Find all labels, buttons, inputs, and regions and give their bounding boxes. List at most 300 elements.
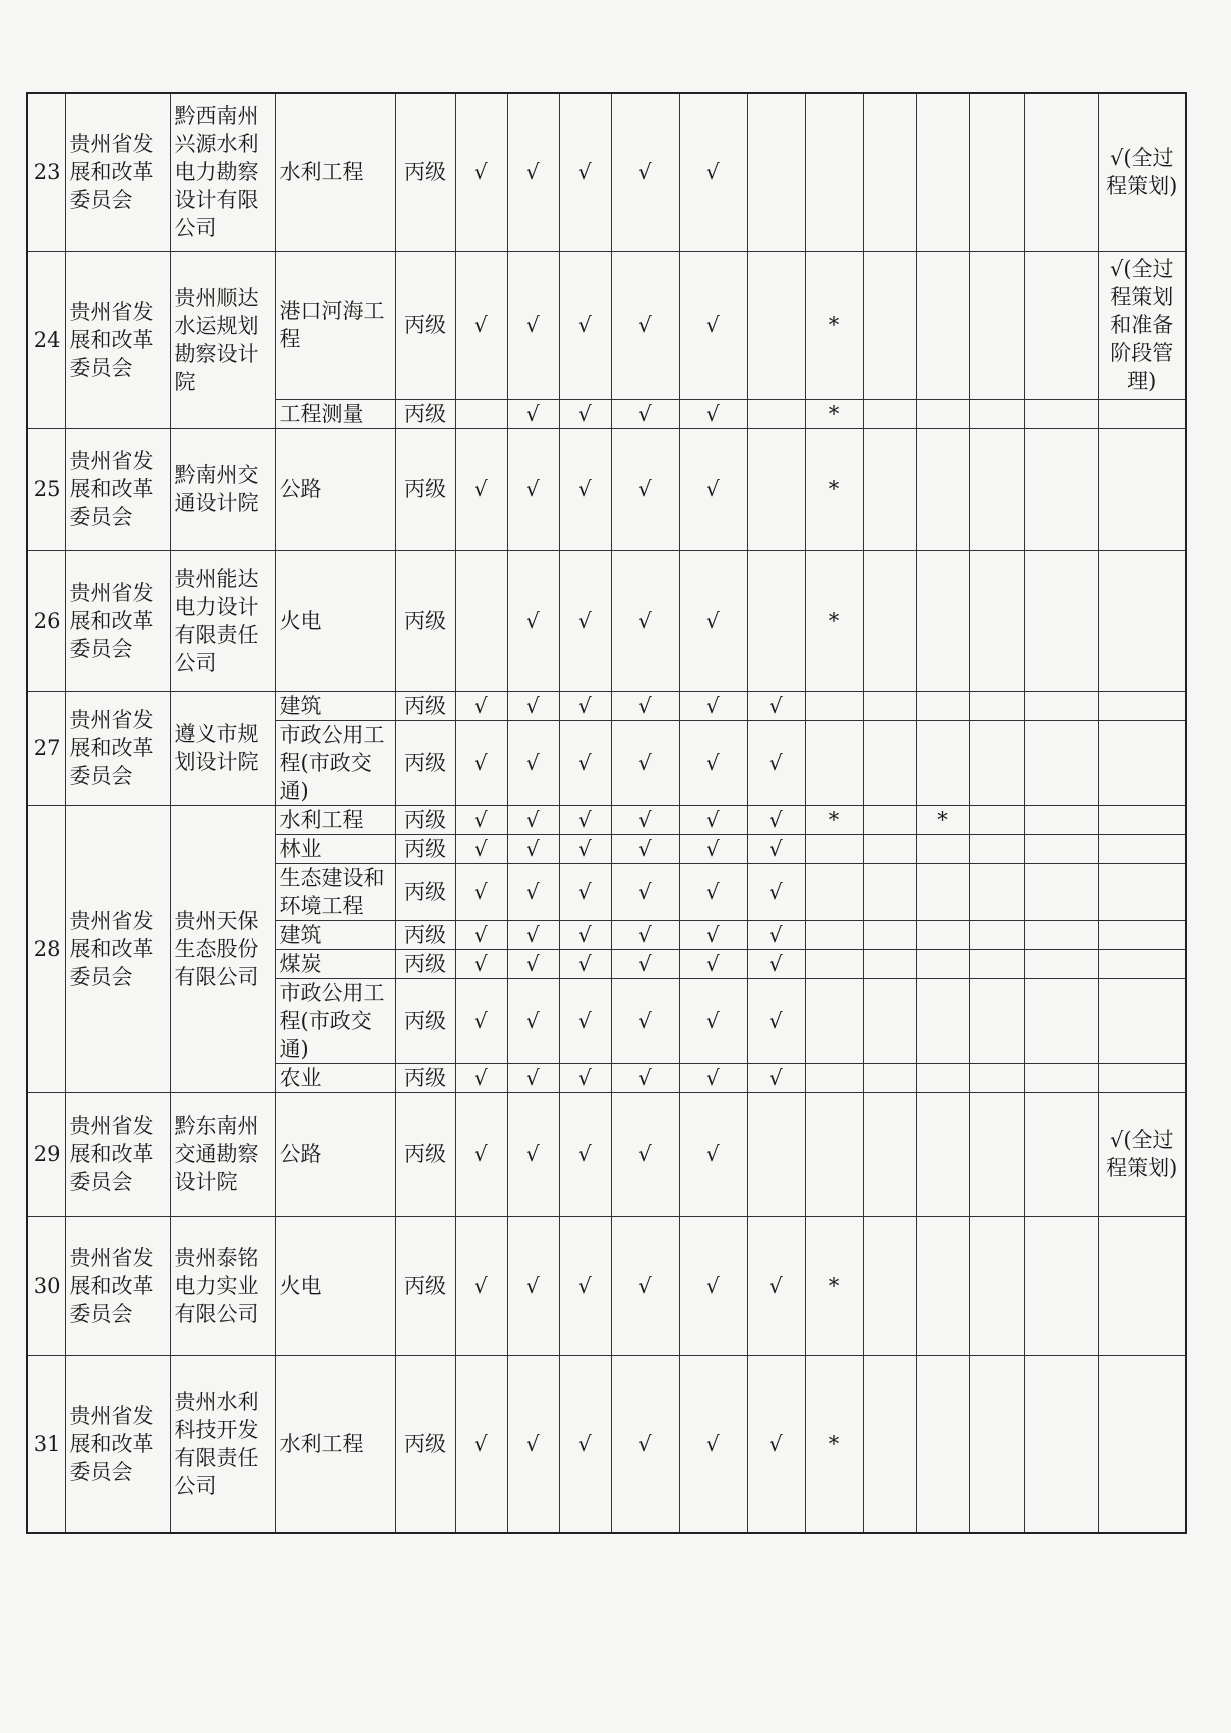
specialty: 公路	[275, 428, 395, 550]
specialty: 煤炭	[275, 949, 395, 978]
service-mark: √	[611, 550, 679, 691]
service-mark	[805, 720, 863, 805]
service-mark	[747, 399, 805, 428]
service-mark	[863, 805, 916, 834]
service-mark: √	[455, 251, 507, 399]
service-mark: √	[611, 805, 679, 834]
service-mark: √	[507, 691, 559, 720]
service-mark: √	[507, 93, 559, 251]
specialty: 公路	[275, 1092, 395, 1216]
service-mark	[916, 863, 969, 920]
specialty: 水利工程	[275, 93, 395, 251]
authority-line: 委员会	[69, 964, 133, 989]
remark-line: 程策划)	[1106, 1156, 1178, 1180]
service-mark: √	[455, 920, 507, 949]
service-mark	[747, 251, 805, 399]
approving-authority	[65, 1092, 170, 1216]
remark-cell	[1098, 834, 1186, 863]
table-row	[27, 251, 1186, 399]
remark-cell	[1098, 805, 1186, 834]
service-mark: √	[455, 834, 507, 863]
service-mark	[969, 428, 1024, 550]
service-mark	[1024, 1355, 1098, 1533]
service-mark	[969, 805, 1024, 834]
remark-cell	[1098, 1063, 1186, 1092]
service-mark: *	[805, 1355, 863, 1533]
service-mark: √	[455, 1063, 507, 1092]
table-row	[27, 1092, 1186, 1216]
row-number: 28	[27, 805, 65, 1092]
service-mark: √	[611, 93, 679, 251]
service-mark: √	[455, 720, 507, 805]
remark-line: √(全过	[1109, 257, 1174, 281]
remark-cell	[1098, 978, 1186, 1063]
service-mark	[969, 93, 1024, 251]
service-mark: √	[559, 428, 611, 550]
service-mark	[455, 550, 507, 691]
row-number: 27	[27, 691, 65, 805]
unit-name-line: 有限公司	[174, 964, 259, 989]
unit-name-line: 通设计院	[174, 491, 259, 515]
service-mark	[1024, 949, 1098, 978]
row-number: 23	[27, 93, 65, 251]
qualification-table	[26, 92, 1187, 1534]
service-mark	[916, 251, 969, 399]
service-mark: √	[455, 1216, 507, 1355]
service-mark	[805, 93, 863, 251]
service-mark: √	[455, 93, 507, 251]
unit-name-line: 贵州顺达	[174, 285, 259, 310]
remark-cell	[1098, 428, 1186, 550]
remark-line: 程策划	[1110, 285, 1174, 309]
authority-line: 委员会	[69, 1301, 133, 1326]
authority-line: 贵州省发	[69, 1114, 154, 1138]
service-mark: √	[747, 1216, 805, 1355]
service-mark	[455, 399, 507, 428]
service-mark	[1024, 1063, 1098, 1092]
service-mark: √	[559, 1092, 611, 1216]
authority-line: 贵州省发	[69, 908, 154, 933]
service-mark	[863, 949, 916, 978]
authority-line: 委员会	[69, 505, 133, 529]
service-mark: √	[611, 399, 679, 428]
service-mark	[969, 720, 1024, 805]
service-mark	[805, 1092, 863, 1216]
unit-name-line: 勘察设计	[174, 341, 259, 366]
service-mark: √	[507, 428, 559, 550]
unit-name-line: 贵州能达	[174, 566, 259, 591]
service-mark: √	[747, 949, 805, 978]
service-mark	[969, 863, 1024, 920]
approving-authority	[65, 251, 170, 428]
approving-authority	[65, 691, 170, 805]
unit-name	[170, 1092, 275, 1216]
service-mark: √	[559, 863, 611, 920]
service-mark	[969, 691, 1024, 720]
remark-line: √(全过	[1109, 146, 1174, 171]
service-mark: √	[507, 550, 559, 691]
remark-line: 程策划)	[1106, 174, 1178, 199]
service-mark	[1024, 863, 1098, 920]
authority-line: 贵州省发	[69, 449, 154, 473]
authority-line: 贵州省发	[69, 1245, 154, 1270]
service-mark: *	[805, 805, 863, 834]
unit-name-line: 黔西南州	[174, 104, 259, 129]
service-mark	[1024, 805, 1098, 834]
remark-cell	[1098, 1216, 1186, 1355]
unit-name-line: 有限责任	[174, 1445, 259, 1470]
qualification-grade: 丙级	[395, 251, 455, 399]
specialty: 港口河海工程	[275, 251, 395, 399]
service-mark: √	[455, 1092, 507, 1216]
service-mark: √	[507, 720, 559, 805]
table-row	[27, 1216, 1186, 1355]
service-mark: √	[611, 863, 679, 920]
qualification-grade: 丙级	[395, 720, 455, 805]
specialty: 林业	[275, 834, 395, 863]
service-mark	[969, 1092, 1024, 1216]
remark-cell	[1098, 1092, 1186, 1216]
service-mark: √	[747, 920, 805, 949]
unit-name	[170, 805, 275, 1092]
service-mark: √	[747, 720, 805, 805]
remark-line: √(全过	[1109, 1128, 1174, 1152]
specialty: 市政公用工程(市政交通)	[275, 720, 395, 805]
qualification-grade: 丙级	[395, 1216, 455, 1355]
table-row	[27, 93, 1186, 251]
service-mark	[916, 93, 969, 251]
service-mark	[863, 920, 916, 949]
service-mark: √	[455, 863, 507, 920]
approving-authority	[65, 1216, 170, 1355]
table-row	[27, 550, 1186, 691]
service-mark: √	[611, 251, 679, 399]
service-mark	[1024, 93, 1098, 251]
service-mark	[1024, 920, 1098, 949]
unit-name-line: 兴源水利	[174, 132, 259, 157]
unit-name	[170, 1355, 275, 1533]
service-mark	[916, 1216, 969, 1355]
service-mark	[969, 949, 1024, 978]
remark-line: 理)	[1127, 369, 1157, 393]
qualification-grade: 丙级	[395, 1355, 455, 1533]
service-mark: √	[507, 1063, 559, 1092]
unit-name-line: 贵州泰铭	[174, 1245, 259, 1270]
service-mark: √	[507, 399, 559, 428]
approving-authority	[65, 550, 170, 691]
remark-cell	[1098, 251, 1186, 399]
remark-cell	[1098, 691, 1186, 720]
service-mark: √	[507, 251, 559, 399]
table-row	[27, 691, 1186, 720]
service-mark: √	[559, 720, 611, 805]
unit-name-line: 黔南州交	[174, 463, 259, 487]
unit-name-line: 公司	[174, 650, 217, 675]
specialty: 生态建设和环境工程	[275, 863, 395, 920]
service-mark	[916, 691, 969, 720]
service-mark	[863, 550, 916, 691]
service-mark: √	[455, 949, 507, 978]
service-mark: √	[679, 805, 747, 834]
remark-cell	[1098, 93, 1186, 251]
unit-name-line: 电力实业	[174, 1273, 259, 1298]
service-mark: √	[559, 550, 611, 691]
service-mark: √	[507, 834, 559, 863]
authority-line: 展和改革	[69, 160, 154, 185]
qualification-grade: 丙级	[395, 920, 455, 949]
service-mark: √	[611, 978, 679, 1063]
service-mark: √	[679, 1216, 747, 1355]
service-mark	[916, 399, 969, 428]
service-mark	[863, 428, 916, 550]
unit-name	[170, 691, 275, 805]
service-mark	[805, 949, 863, 978]
service-mark	[916, 428, 969, 550]
service-mark	[863, 1063, 916, 1092]
service-mark	[969, 550, 1024, 691]
service-mark: √	[679, 1355, 747, 1533]
service-mark	[1024, 834, 1098, 863]
unit-name	[170, 550, 275, 691]
authority-line: 贵州省发	[69, 708, 154, 732]
service-mark	[916, 978, 969, 1063]
specialty: 火电	[275, 1216, 395, 1355]
table-row	[27, 805, 1186, 834]
authority-line: 展和改革	[69, 608, 154, 633]
service-mark: √	[455, 691, 507, 720]
service-mark: √	[611, 428, 679, 550]
service-mark	[969, 834, 1024, 863]
specialty: 水利工程	[275, 805, 395, 834]
service-mark: √	[559, 978, 611, 1063]
service-mark: √	[679, 720, 747, 805]
service-mark: √	[611, 920, 679, 949]
unit-name-line: 黔东南州	[174, 1114, 259, 1138]
service-mark: √	[679, 920, 747, 949]
service-mark: √	[679, 949, 747, 978]
service-mark	[969, 920, 1024, 949]
service-mark: √	[611, 834, 679, 863]
service-mark	[1024, 1216, 1098, 1355]
remark-cell	[1098, 720, 1186, 805]
unit-name-line: 设计有限	[174, 188, 259, 213]
unit-name-line: 设计院	[174, 1170, 238, 1194]
service-mark	[1024, 550, 1098, 691]
service-mark	[969, 399, 1024, 428]
service-mark: √	[507, 978, 559, 1063]
unit-name-line: 水运规划	[174, 313, 259, 338]
unit-name-line: 贵州水利	[174, 1389, 259, 1414]
authority-line: 展和改革	[69, 1142, 154, 1166]
authority-line: 委员会	[69, 636, 133, 661]
service-mark: √	[679, 834, 747, 863]
remark-cell	[1098, 920, 1186, 949]
unit-name-line: 公司	[174, 1473, 217, 1498]
unit-name	[170, 251, 275, 428]
service-mark: *	[805, 428, 863, 550]
service-mark: √	[679, 251, 747, 399]
unit-name-line: 遵义市规	[174, 722, 259, 746]
remark-line: 和准备	[1110, 313, 1174, 337]
authority-line: 展和改革	[69, 477, 154, 501]
service-mark: √	[559, 251, 611, 399]
authority-line: 贵州省发	[69, 1403, 154, 1428]
service-mark	[863, 834, 916, 863]
service-mark	[863, 1355, 916, 1533]
service-mark	[1024, 978, 1098, 1063]
service-mark: √	[507, 805, 559, 834]
service-mark: √	[559, 691, 611, 720]
approving-authority	[65, 93, 170, 251]
service-mark: √	[455, 805, 507, 834]
service-mark: √	[611, 691, 679, 720]
service-mark: *	[916, 805, 969, 834]
unit-name-line: 科技开发	[174, 1417, 259, 1442]
qualification-grade: 丙级	[395, 691, 455, 720]
qualification-grade: 丙级	[395, 949, 455, 978]
table-row	[27, 428, 1186, 550]
approving-authority	[65, 805, 170, 1092]
row-number: 26	[27, 550, 65, 691]
service-mark	[805, 691, 863, 720]
service-mark: √	[559, 1355, 611, 1533]
service-mark	[805, 834, 863, 863]
unit-name-line: 划设计院	[174, 750, 259, 774]
service-mark: √	[559, 949, 611, 978]
service-mark	[805, 1063, 863, 1092]
specialty: 建筑	[275, 691, 395, 720]
service-mark: √	[679, 978, 747, 1063]
unit-name-line: 有限公司	[174, 1301, 259, 1326]
service-mark: √	[507, 863, 559, 920]
remark-cell	[1098, 863, 1186, 920]
unit-name-line: 生态股份	[174, 936, 259, 961]
service-mark	[916, 920, 969, 949]
authority-line: 委员会	[69, 355, 133, 380]
service-mark	[916, 550, 969, 691]
service-mark: √	[455, 978, 507, 1063]
approving-authority	[65, 428, 170, 550]
service-mark	[916, 1092, 969, 1216]
service-mark: √	[611, 949, 679, 978]
unit-name	[170, 93, 275, 251]
unit-name-line: 有限责任	[174, 622, 259, 647]
service-mark: √	[747, 834, 805, 863]
service-mark	[863, 978, 916, 1063]
authority-line: 委员会	[69, 764, 133, 788]
service-mark	[863, 863, 916, 920]
specialty: 建筑	[275, 920, 395, 949]
service-mark: *	[805, 550, 863, 691]
specialty: 市政公用工程(市政交通)	[275, 978, 395, 1063]
service-mark: √	[679, 1092, 747, 1216]
unit-name-line: 电力勘察	[174, 160, 259, 185]
service-mark: √	[455, 1355, 507, 1533]
authority-line: 贵州省发	[69, 132, 154, 157]
qualification-grade: 丙级	[395, 1092, 455, 1216]
service-mark: √	[747, 863, 805, 920]
service-mark: √	[747, 691, 805, 720]
qualification-grade: 丙级	[395, 428, 455, 550]
service-mark	[1024, 691, 1098, 720]
service-mark: √	[507, 1092, 559, 1216]
service-mark: √	[611, 1355, 679, 1533]
service-mark: √	[611, 1063, 679, 1092]
service-mark	[969, 251, 1024, 399]
service-mark	[863, 251, 916, 399]
service-mark	[916, 1063, 969, 1092]
service-mark	[1024, 720, 1098, 805]
service-mark: √	[559, 1216, 611, 1355]
service-mark	[916, 949, 969, 978]
service-mark	[805, 978, 863, 1063]
table-row	[27, 1355, 1186, 1533]
unit-name-line: 公司	[174, 216, 217, 241]
specialty: 火电	[275, 550, 395, 691]
service-mark: √	[611, 1216, 679, 1355]
service-mark: √	[507, 1216, 559, 1355]
service-mark: √	[747, 1063, 805, 1092]
service-mark: √	[559, 399, 611, 428]
approving-authority	[65, 1355, 170, 1533]
unit-name-line: 院	[174, 369, 196, 394]
remark-cell	[1098, 949, 1186, 978]
row-number: 31	[27, 1355, 65, 1533]
service-mark: √	[455, 428, 507, 550]
authority-line: 贵州省发	[69, 299, 154, 324]
service-mark	[1024, 428, 1098, 550]
row-number: 29	[27, 1092, 65, 1216]
service-mark	[863, 93, 916, 251]
service-mark	[916, 834, 969, 863]
service-mark: √	[747, 805, 805, 834]
qualification-grade: 丙级	[395, 834, 455, 863]
service-mark: √	[559, 93, 611, 251]
service-mark: *	[805, 1216, 863, 1355]
service-mark	[747, 1092, 805, 1216]
service-mark	[863, 399, 916, 428]
unit-name	[170, 428, 275, 550]
service-mark	[969, 1355, 1024, 1533]
service-mark: √	[679, 399, 747, 428]
service-mark: √	[507, 949, 559, 978]
service-mark: *	[805, 251, 863, 399]
unit-name-line: 贵州天保	[174, 908, 259, 933]
service-mark: √	[679, 428, 747, 550]
service-mark	[916, 720, 969, 805]
specialty: 农业	[275, 1063, 395, 1092]
service-mark	[805, 863, 863, 920]
service-mark	[969, 978, 1024, 1063]
authority-line: 委员会	[69, 1459, 133, 1484]
service-mark: √	[747, 1355, 805, 1533]
service-mark	[747, 550, 805, 691]
authority-line: 委员会	[69, 1170, 133, 1194]
authority-line: 展和改革	[69, 1431, 154, 1456]
service-mark	[805, 920, 863, 949]
authority-line: 展和改革	[69, 327, 154, 352]
service-mark: √	[747, 978, 805, 1063]
service-mark: √	[679, 550, 747, 691]
service-mark: √	[559, 1063, 611, 1092]
remark-cell	[1098, 399, 1186, 428]
qualification-grade: 丙级	[395, 399, 455, 428]
remark-line: 阶段管	[1110, 341, 1174, 365]
specialty: 水利工程	[275, 1355, 395, 1533]
service-mark	[863, 1092, 916, 1216]
service-mark	[969, 1063, 1024, 1092]
qualification-grade: 丙级	[395, 93, 455, 251]
